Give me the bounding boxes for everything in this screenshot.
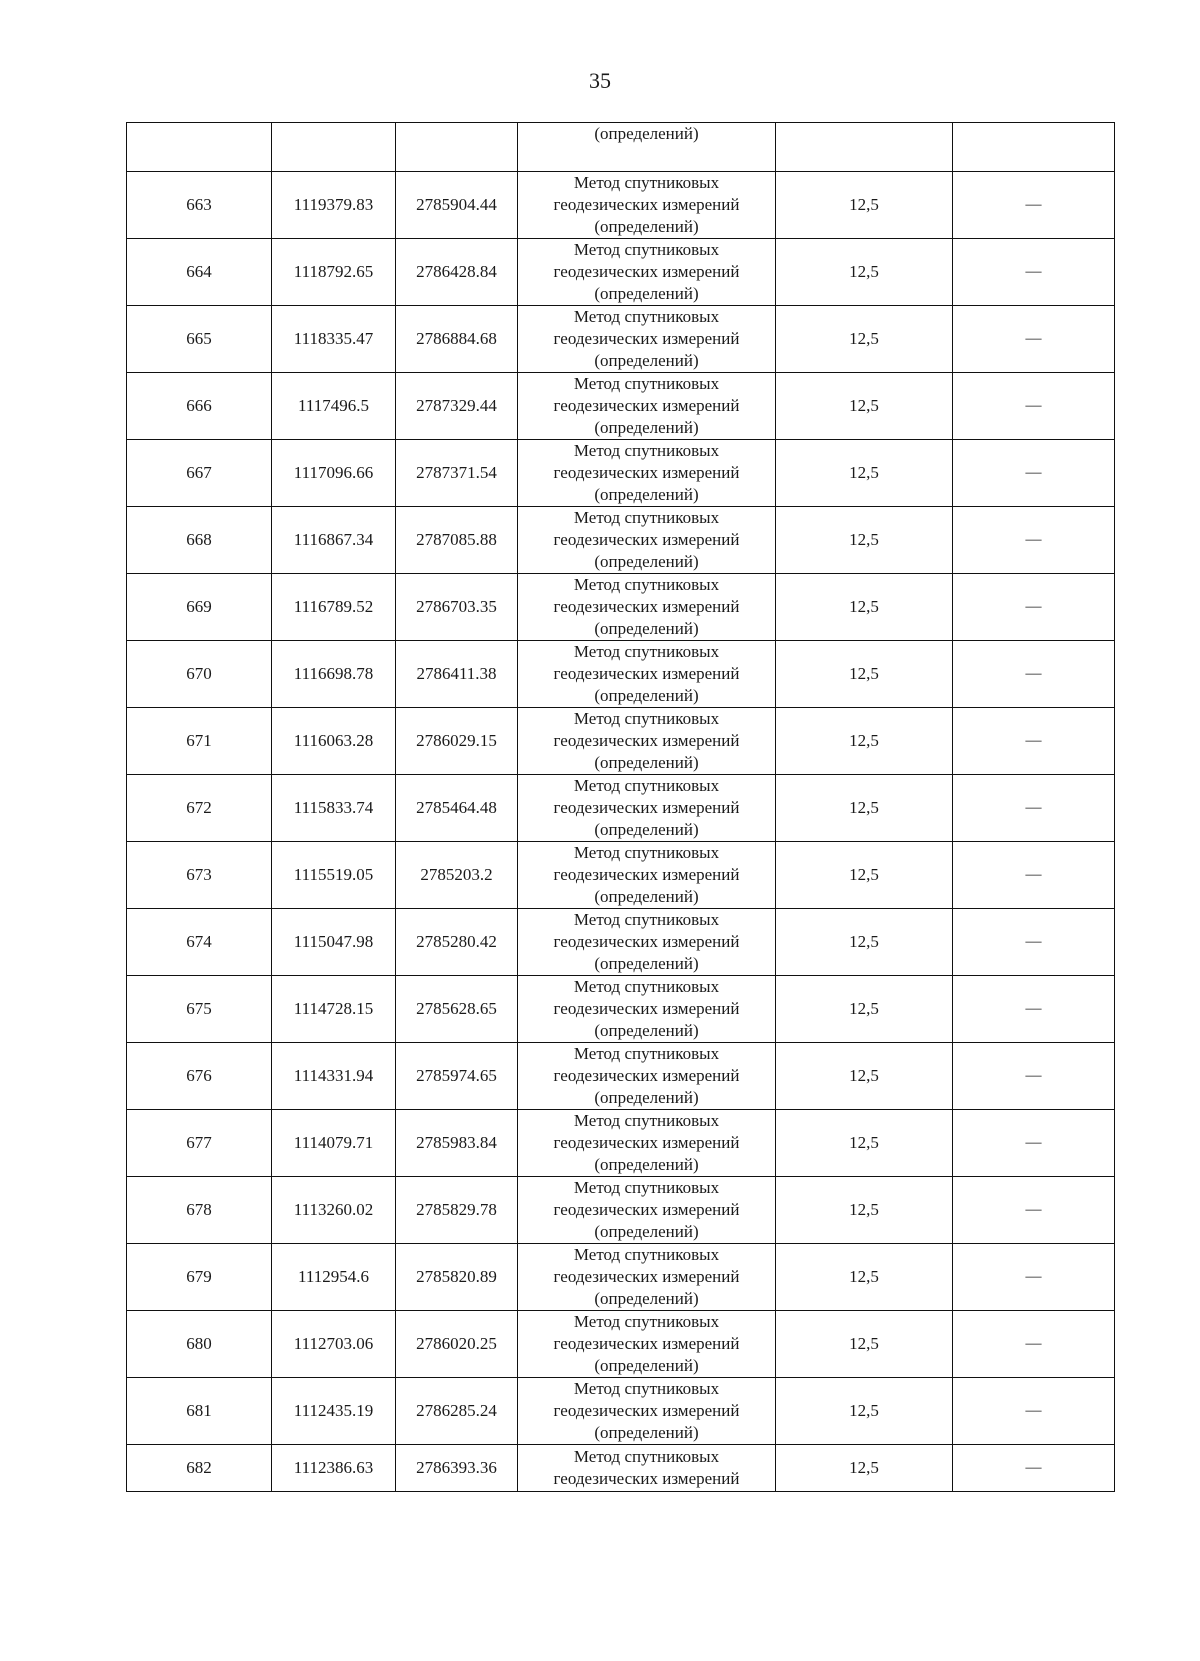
method-line: (определений) (594, 1289, 699, 1308)
table-row (127, 574, 1115, 641)
note-dash-cell: — (953, 976, 1115, 1043)
y-coordinate-cell: 2785983.84 (396, 1110, 518, 1177)
x-coordinate-cell: 1112386.63 (272, 1445, 396, 1492)
point-number-cell (127, 123, 272, 172)
method-line: (определений) (594, 954, 699, 973)
method-line: (определений) (594, 887, 699, 906)
x-coordinate-cell: 1116867.34 (272, 507, 396, 574)
y-coordinate-cell: 2785829.78 (396, 1177, 518, 1244)
y-coordinate-cell: 2785280.42 (396, 909, 518, 976)
note-dash-cell: — (953, 1311, 1115, 1378)
point-number-cell: 672 (127, 775, 272, 842)
page-number: 35 (589, 68, 611, 93)
accuracy-cell: 12,5 (776, 239, 953, 306)
accuracy-cell: 12,5 (776, 1445, 953, 1492)
method-line: Метод спутниковых (573, 776, 720, 795)
point-number-cell: 664 (127, 239, 272, 306)
point-number-cell: 674 (127, 909, 272, 976)
table-row (127, 708, 1115, 775)
method-cell (518, 1311, 776, 1378)
y-coordinate-cell: 2787329.44 (396, 373, 518, 440)
table-row (127, 1110, 1115, 1177)
x-coordinate-cell: 1114079.71 (272, 1110, 396, 1177)
note-dash-cell: — (953, 708, 1115, 775)
x-coordinate-cell: 1117096.66 (272, 440, 396, 507)
x-coordinate-cell: 1116063.28 (272, 708, 396, 775)
method-line: Метод спутниковых (573, 441, 720, 460)
method-line: геодезических измерений (553, 195, 740, 214)
method-line: (определений) (594, 284, 699, 303)
accuracy-cell: 12,5 (776, 641, 953, 708)
method-cell (518, 1244, 776, 1311)
accuracy-cell: 12,5 (776, 440, 953, 507)
method-cell (518, 775, 776, 842)
accuracy-cell: 12,5 (776, 1043, 953, 1110)
method-line: (определений) (594, 485, 699, 504)
note-dash-cell: — (953, 1378, 1115, 1445)
table-row (127, 172, 1115, 239)
method-line: геодезических измерений (553, 1469, 740, 1488)
method-cell (518, 1378, 776, 1445)
method-line: (определений) (594, 418, 699, 437)
y-coordinate-cell: 2785203.2 (396, 842, 518, 909)
y-coordinate-cell: 2787085.88 (396, 507, 518, 574)
x-coordinate-cell: 1112954.6 (272, 1244, 396, 1311)
table-row (127, 1445, 1115, 1492)
method-line: Метод спутниковых (573, 1245, 720, 1264)
method-cell (518, 172, 776, 239)
note-dash-cell: — (953, 1445, 1115, 1492)
method-line: (определений) (594, 619, 699, 638)
point-number-cell: 679 (127, 1244, 272, 1311)
point-number-cell: 669 (127, 574, 272, 641)
method-line: (определений) (594, 1021, 699, 1040)
x-coordinate-cell: 1115519.05 (272, 842, 396, 909)
method-line: геодезических измерений (553, 329, 740, 348)
method-line: геодезических измерений (553, 530, 740, 549)
method-line: Метод спутниковых (573, 642, 720, 661)
table-body (127, 123, 1115, 1492)
table-row (127, 1244, 1115, 1311)
method-line: Метод спутниковых (573, 843, 720, 862)
note-dash-cell: — (953, 775, 1115, 842)
method-line: Метод спутниковых (573, 307, 720, 326)
accuracy-cell: 12,5 (776, 373, 953, 440)
x-coordinate-cell: 1115047.98 (272, 909, 396, 976)
method-cell (518, 1110, 776, 1177)
note-dash-cell: — (953, 1043, 1115, 1110)
method-line: геодезических измерений (553, 396, 740, 415)
y-coordinate-cell: 2785974.65 (396, 1043, 518, 1110)
point-number-cell: 667 (127, 440, 272, 507)
point-number-cell: 678 (127, 1177, 272, 1244)
note-dash-cell: — (953, 440, 1115, 507)
method-line: (определений) (594, 1222, 699, 1241)
table-row (127, 239, 1115, 306)
accuracy-cell: 12,5 (776, 1244, 953, 1311)
point-number-cell: 671 (127, 708, 272, 775)
x-coordinate-cell: 1119379.83 (272, 172, 396, 239)
point-number-cell: 682 (127, 1445, 272, 1492)
x-coordinate-cell: 1112435.19 (272, 1378, 396, 1445)
method-line: (определений) (594, 1356, 699, 1375)
method-cell (518, 842, 776, 909)
table-row (127, 775, 1115, 842)
accuracy-cell: 12,5 (776, 1378, 953, 1445)
method-cell (518, 708, 776, 775)
accuracy-cell: 12,5 (776, 172, 953, 239)
x-coordinate-cell: 1116789.52 (272, 574, 396, 641)
accuracy-cell: 12,5 (776, 909, 953, 976)
y-coordinate-cell: 2786411.38 (396, 641, 518, 708)
table-row (127, 1311, 1115, 1378)
note-dash-cell: — (953, 306, 1115, 373)
method-line: (определений) (594, 351, 699, 370)
x-coordinate-cell: 1118792.65 (272, 239, 396, 306)
method-cell (518, 239, 776, 306)
point-number-cell: 670 (127, 641, 272, 708)
method-cell: (определений) (518, 123, 776, 172)
accuracy-cell: 12,5 (776, 574, 953, 641)
method-line: Метод спутниковых (573, 1178, 720, 1197)
table-row (127, 842, 1115, 909)
accuracy-cell: 12,5 (776, 1177, 953, 1244)
table-row (127, 1378, 1115, 1445)
table-row (127, 1043, 1115, 1110)
method-line: Метод спутниковых (573, 1447, 720, 1466)
y-coordinate-cell: 2786285.24 (396, 1378, 518, 1445)
method-line: геодезических измерений (553, 463, 740, 482)
method-line: геодезических измерений (553, 999, 740, 1018)
x-coordinate-cell: 1115833.74 (272, 775, 396, 842)
y-coordinate-cell: 2786029.15 (396, 708, 518, 775)
method-line: Метод спутниковых (573, 1379, 720, 1398)
table-row (127, 440, 1115, 507)
x-coordinate-cell: 1116698.78 (272, 641, 396, 708)
note-dash-cell: — (953, 1244, 1115, 1311)
point-number-cell: 676 (127, 1043, 272, 1110)
method-line: (определений) (594, 820, 699, 839)
method-cell (518, 574, 776, 641)
point-number-cell: 677 (127, 1110, 272, 1177)
method-line: геодезических измерений (553, 1401, 740, 1420)
y-coordinate-cell: 2785628.65 (396, 976, 518, 1043)
method-line: геодезических измерений (553, 731, 740, 750)
table-row (127, 306, 1115, 373)
method-cell (518, 641, 776, 708)
x-coordinate-cell: 1117496.5 (272, 373, 396, 440)
accuracy-cell: 12,5 (776, 1110, 953, 1177)
method-line: Метод спутниковых (573, 977, 720, 996)
x-coordinate-cell: 1118335.47 (272, 306, 396, 373)
point-number-cell: 663 (127, 172, 272, 239)
accuracy-cell: 12,5 (776, 775, 953, 842)
method-line: (определений) (594, 1155, 699, 1174)
point-number-cell: 673 (127, 842, 272, 909)
note-cell (953, 123, 1115, 172)
method-line: Метод спутниковых (573, 508, 720, 527)
note-dash-cell: — (953, 641, 1115, 708)
x-coordinate-cell: 1112703.06 (272, 1311, 396, 1378)
method-cell (518, 507, 776, 574)
x-coordinate-cell: 1113260.02 (272, 1177, 396, 1244)
table-row (127, 641, 1115, 708)
y-coordinate-cell: 2787371.54 (396, 440, 518, 507)
method-cell (518, 440, 776, 507)
method-line: (определений) (594, 686, 699, 705)
method-line: (определений) (594, 552, 699, 571)
method-line: (определений) (594, 1088, 699, 1107)
method-line: (определений) (594, 1423, 699, 1442)
accuracy-cell: 12,5 (776, 842, 953, 909)
accuracy-cell (776, 123, 953, 172)
method-line: геодезических измерений (553, 798, 740, 817)
method-cell (518, 306, 776, 373)
method-line: геодезических измерений (553, 932, 740, 951)
accuracy-cell: 12,5 (776, 306, 953, 373)
y-coordinate-cell: 2786428.84 (396, 239, 518, 306)
point-number-cell: 675 (127, 976, 272, 1043)
method-cell (518, 373, 776, 440)
coordinates-table (126, 122, 1115, 1492)
accuracy-cell: 12,5 (776, 507, 953, 574)
note-dash-cell: — (953, 1110, 1115, 1177)
y-coordinate-cell (396, 123, 518, 172)
table-row (127, 1177, 1115, 1244)
x-coordinate-cell: 1114728.15 (272, 976, 396, 1043)
x-coordinate-cell (272, 123, 396, 172)
accuracy-cell: 12,5 (776, 708, 953, 775)
point-number-cell: 680 (127, 1311, 272, 1378)
note-dash-cell: — (953, 909, 1115, 976)
method-line: Метод спутниковых (573, 575, 720, 594)
method-line: геодезических измерений (553, 597, 740, 616)
method-line: Метод спутниковых (573, 173, 720, 192)
method-line: геодезических измерений (553, 1334, 740, 1353)
y-coordinate-cell: 2786020.25 (396, 1311, 518, 1378)
method-line: геодезических измерений (553, 1133, 740, 1152)
accuracy-cell: 12,5 (776, 1311, 953, 1378)
y-coordinate-cell: 2786703.35 (396, 574, 518, 641)
method-line: Метод спутниковых (573, 709, 720, 728)
method-line: Метод спутниковых (573, 910, 720, 929)
point-number-cell: 681 (127, 1378, 272, 1445)
note-dash-cell: — (953, 574, 1115, 641)
method-line: геодезических измерений (553, 865, 740, 884)
method-line: Метод спутниковых (573, 1312, 720, 1331)
method-line: геодезических измерений (553, 1267, 740, 1286)
method-cell (518, 1177, 776, 1244)
method-cell (518, 1445, 776, 1492)
accuracy-cell: 12,5 (776, 976, 953, 1043)
y-coordinate-cell: 2786884.68 (396, 306, 518, 373)
note-dash-cell: — (953, 172, 1115, 239)
y-coordinate-cell: 2785464.48 (396, 775, 518, 842)
note-dash-cell: — (953, 373, 1115, 440)
note-dash-cell: — (953, 507, 1115, 574)
method-line: Метод спутниковых (573, 374, 720, 393)
point-number-cell: 668 (127, 507, 272, 574)
point-number-cell: 665 (127, 306, 272, 373)
x-coordinate-cell: 1114331.94 (272, 1043, 396, 1110)
method-line: геодезических измерений (553, 664, 740, 683)
method-line: (определений) (594, 217, 699, 236)
method-line: Метод спутниковых (573, 240, 720, 259)
method-line: геодезических измерений (553, 1066, 740, 1085)
note-dash-cell: — (953, 1177, 1115, 1244)
y-coordinate-cell: 2785904.44 (396, 172, 518, 239)
table-row (127, 373, 1115, 440)
method-cell (518, 1043, 776, 1110)
note-dash-cell: — (953, 842, 1115, 909)
y-coordinate-cell: 2785820.89 (396, 1244, 518, 1311)
table-row-continuation (127, 123, 1115, 172)
note-dash-cell: — (953, 239, 1115, 306)
method-cell (518, 976, 776, 1043)
table-row (127, 507, 1115, 574)
method-line: (определений) (594, 753, 699, 772)
point-number-cell: 666 (127, 373, 272, 440)
method-line: геодезических измерений (553, 262, 740, 281)
method-line: Метод спутниковых (573, 1044, 720, 1063)
table-row (127, 909, 1115, 976)
table-row (127, 976, 1115, 1043)
method-cell (518, 909, 776, 976)
y-coordinate-cell: 2786393.36 (396, 1445, 518, 1492)
method-line: Метод спутниковых (573, 1111, 720, 1130)
method-line: геодезических измерений (553, 1200, 740, 1219)
